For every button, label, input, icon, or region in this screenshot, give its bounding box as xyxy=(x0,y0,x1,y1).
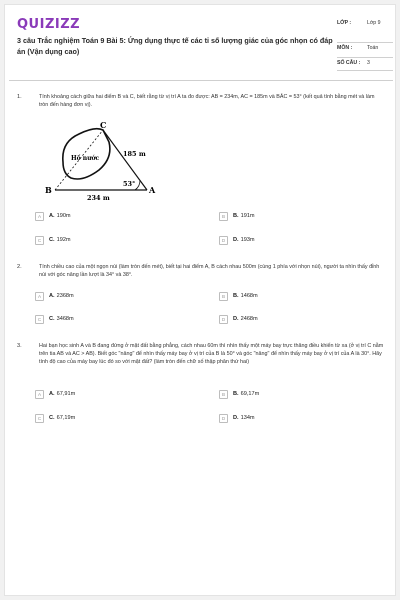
q1-option-b[interactable] xyxy=(219,211,255,221)
option-letter-box[interactable]: C xyxy=(35,236,44,245)
angle-arc xyxy=(135,180,140,190)
option-label: C. xyxy=(49,237,55,243)
option-text: 192m xyxy=(56,237,71,243)
class-value: Lớp 9 xyxy=(367,20,381,26)
option-letter-box[interactable]: B xyxy=(219,390,228,399)
meta-row-subject xyxy=(337,44,393,58)
option-text: 67,91m xyxy=(56,391,76,397)
meta-row-class xyxy=(337,19,393,43)
question-number: 2. xyxy=(17,264,22,270)
lake-label: Hồ nước xyxy=(71,155,100,162)
option-letter-box[interactable]: A xyxy=(35,390,44,399)
option-label: D. xyxy=(233,316,239,322)
question-text: Hai bạn học sinh A và B đang đứng ở mặt đất bằng phẳng, cách nhau 60m thì nhìn thấy một máy bay trực thăng điều khiển từ xa (ở vị trí C nằm trên tia AB và AC > AB). Biết góc "nâng" để nhìn thấy máy bay ở vị trí của B là 50° và góc "nâng" để nhìn thấy máy bay ở vị trí của A là 30°. Hãy tính độ cao của máy bay lúc đó so với mặt đất? (làm tròn đến chữ số thập phân thứ hai) xyxy=(39,343,384,365)
side-ab-label: 234 m xyxy=(87,194,110,202)
q2-option-a[interactable] xyxy=(35,291,74,301)
q2-option-d[interactable] xyxy=(219,314,258,324)
side-ac-label: 185 m xyxy=(123,150,146,158)
option-label: B. xyxy=(233,213,239,219)
option-letter-box[interactable]: A xyxy=(35,292,44,301)
q3-option-c[interactable] xyxy=(35,413,75,423)
question-text: Tính khoảng cách giữa hai điểm B và C, biết rằng từ vị trí A ta đo được: AB = 234m, AC = 185m và BÂC = 53° (kết quả tính bằng mét và làm tròn đến hàng đơn vị). xyxy=(39,94,375,108)
option-label: B. xyxy=(233,293,239,299)
option-label: D. xyxy=(233,237,239,243)
quizizz-logo: QUIZIZZ xyxy=(17,17,81,32)
header-divider xyxy=(9,80,393,81)
angle-label: 53° xyxy=(123,180,136,188)
option-label: B. xyxy=(233,391,239,397)
option-letter-box[interactable]: D xyxy=(219,414,228,423)
option-label: A. xyxy=(49,391,55,397)
class-label: LỚP : xyxy=(337,20,352,26)
count-value: 3 xyxy=(367,60,370,66)
count-label: SỐ CÂU : xyxy=(337,60,361,66)
label-a: A xyxy=(149,185,156,195)
option-text: 134m xyxy=(240,415,255,421)
subject-label: MÔN : xyxy=(337,45,353,51)
option-text: 191m xyxy=(240,213,255,219)
question-number: 3. xyxy=(17,343,22,349)
option-text: 67,19m xyxy=(56,415,76,421)
option-label: C. xyxy=(49,316,55,322)
option-label: C. xyxy=(49,415,55,421)
q2-option-b[interactable] xyxy=(219,291,258,301)
q1-option-c[interactable] xyxy=(35,235,71,245)
q3-option-a[interactable] xyxy=(35,389,75,399)
option-letter-box[interactable]: A xyxy=(35,212,44,221)
q1-option-a[interactable] xyxy=(35,211,71,221)
q1-option-d[interactable] xyxy=(219,235,255,245)
triangle-figure xyxy=(43,122,163,204)
option-letter-box[interactable]: B xyxy=(219,292,228,301)
option-text: 1468m xyxy=(240,293,258,299)
question-number: 1. xyxy=(17,94,22,100)
option-text: 69,17m xyxy=(240,391,260,397)
option-letter-box[interactable]: D xyxy=(219,315,228,324)
option-text: 2468m xyxy=(240,316,258,322)
option-text: 3468m xyxy=(56,316,74,322)
option-text: 2368m xyxy=(56,293,74,299)
label-c: C xyxy=(100,122,107,130)
q3-option-d[interactable] xyxy=(219,413,255,423)
question-text: Tính chiều cao của một ngọn núi (làm tròn đến mét), biết tại hai điểm A, B cách nhau 500m (cùng 1 phía với nhọn núi), người ta nhìn thấy đỉnh núi với góc nâng lần lượt là 34° và 38°. xyxy=(39,264,380,278)
q2-option-c[interactable] xyxy=(35,314,74,324)
option-letter-box[interactable]: D xyxy=(219,236,228,245)
option-label: A. xyxy=(49,213,55,219)
meta-row-count xyxy=(337,59,393,71)
option-label: A. xyxy=(49,293,55,299)
meta-panel xyxy=(337,19,393,71)
option-letter-box[interactable]: C xyxy=(35,414,44,423)
option-letter-box[interactable]: C xyxy=(35,315,44,324)
option-text: 193m xyxy=(240,237,255,243)
option-text: 190m xyxy=(56,213,71,219)
page-title: 3 câu Trắc nghiệm Toán 9 Bài 5: Ứng dụng thực tế các tỉ số lượng giác của góc nhọn có đáp án (Vận dụng cao) xyxy=(17,36,333,56)
subject-value: Toán xyxy=(367,45,379,51)
option-letter-box[interactable]: B xyxy=(219,212,228,221)
lake-shape xyxy=(63,129,110,179)
worksheet-page xyxy=(4,4,396,596)
label-b: B xyxy=(45,185,52,195)
q3-option-b[interactable] xyxy=(219,389,259,399)
option-label: D. xyxy=(233,415,239,421)
